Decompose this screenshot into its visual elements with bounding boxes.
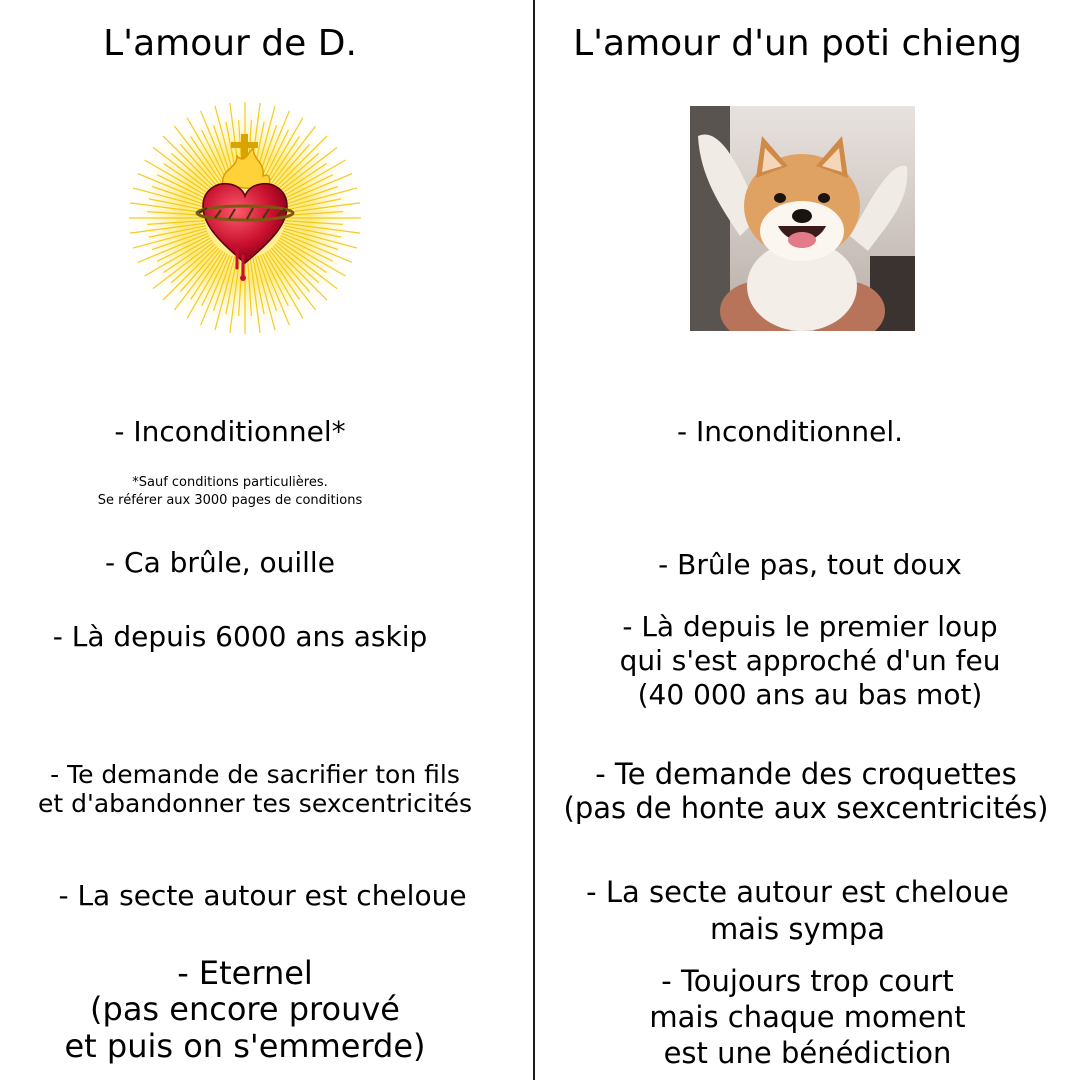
- column-divider: [533, 0, 535, 1080]
- right-item-sect: - La secte autour est cheloue mais sympa: [586, 875, 1009, 947]
- shiba-dog-photo: [690, 106, 915, 331]
- right-item-no-burn: - Brûle pas, tout doux: [658, 548, 962, 581]
- right-item-kibble: - Te demande des croquettes (pas de honte aux sexcentricités): [563, 757, 1049, 826]
- left-item-sect: - La secte autour est cheloue: [58, 879, 467, 912]
- right-item-age: - Là depuis le premier loup qui s'est approché d'un feu (40 000 ans au bas mot): [619, 610, 1001, 712]
- right-title: L'amour d'un poti chieng: [573, 23, 1022, 64]
- sacred-heart-icon: [125, 98, 365, 338]
- left-item-eternal: - Eternel (pas encore prouvé et puis on s'emmerde): [64, 954, 426, 1065]
- right-item-short: - Toujours trop court mais chaque moment est une bénédiction: [649, 964, 966, 1070]
- left-footnote: *Sauf conditions particulières. Se référer aux 3000 pages de conditions: [97, 475, 363, 508]
- left-title: L'amour de D.: [103, 23, 357, 64]
- left-item-unconditional: - Inconditionnel*: [114, 415, 346, 448]
- left-item-sacrifice: - Te demande de sacrifier ton fils et d'abandonner tes sexcentricités: [37, 760, 473, 818]
- left-item-burns: - Ca brûle, ouille: [105, 546, 335, 579]
- right-item-unconditional: - Inconditionnel.: [676, 415, 904, 448]
- left-item-age: - Là depuis 6000 ans askip: [52, 620, 428, 653]
